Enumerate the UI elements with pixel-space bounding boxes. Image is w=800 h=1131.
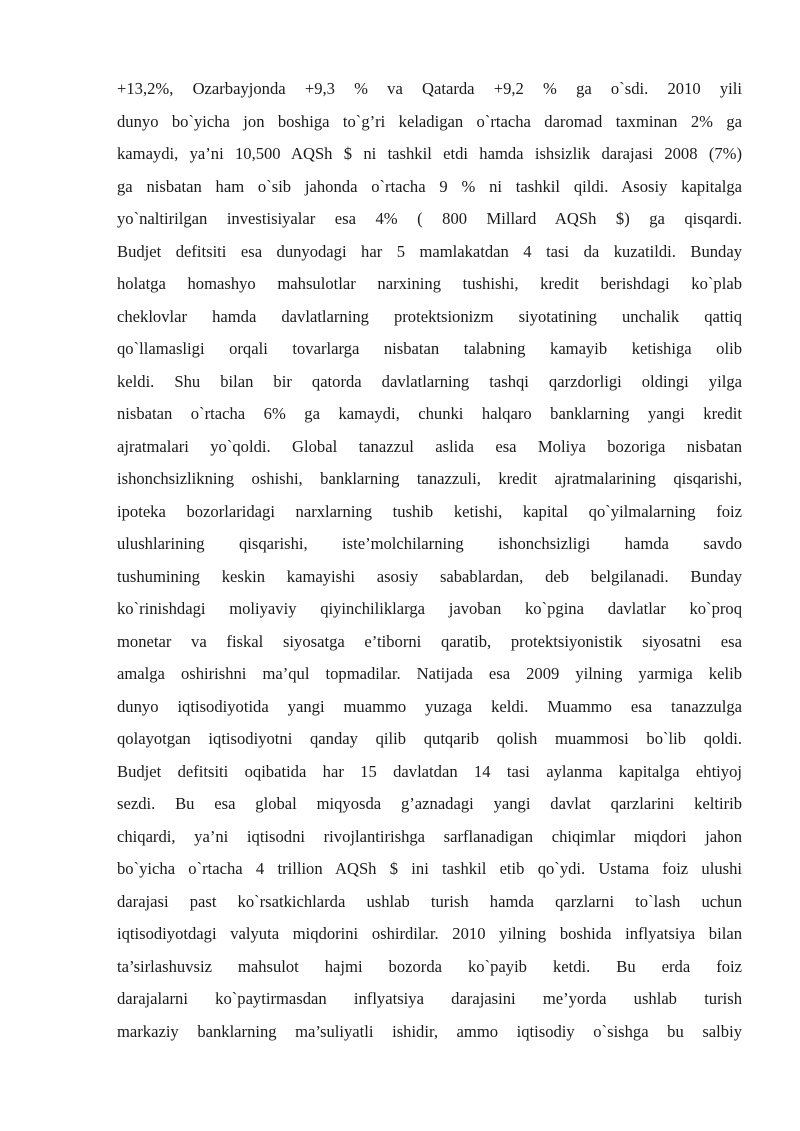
text-line: ulushlarining qisqarishi, iste’molchilarning ishonchsizligi hamda savdo <box>117 534 742 553</box>
text-line: Budjet defitsiti esa dunyodagi har 5 mamlakatdan 4 tasi da kuzatildi. Bunday <box>117 241 742 261</box>
text-line: bo`yicha o`rtacha 4 trillion AQSh $ ini tashkil etib qo`ydi. Ustama foiz ulushi <box>117 859 742 878</box>
text-line: qolayotgan iqtisodiyotni qanday qilib qutqarib qolish muammosi bo`lib qoldi. <box>117 729 742 748</box>
text-line: amalga oshirishni ma’qul topmadilar. Natijada esa 2009 yilning yarmiga kelib <box>117 664 742 683</box>
text-line: keldi. Shu bilan bir qatorda davlatlarning tashqi qarzdorligi oldingi yilga <box>117 371 742 391</box>
text-line: nisbatan o`rtacha 6% ga kamaydi, chunki halqaro banklarning yangi kredit <box>117 404 742 423</box>
text-line: ishonchsizlikning oshishi, banklarning tanazzuli, kredit ajratmalarining qisqarishi, <box>117 469 742 488</box>
text-line: chiqardi, ya’ni iqtisodni rivojlantirishga sarflanadigan chiqimlar miqdori jahon <box>117 826 742 846</box>
text-line: holatga homashyo mahsulotlar narxining tushishi, kredit berishdagi ko`plab <box>117 274 742 293</box>
text-line: ta’sirlashuvsiz mahsulot hajmi bozorda ko`payib ketdi. Bu erda foiz <box>117 956 742 976</box>
text-line: ipoteka bozorlaridagi narxlarning tushib ketishi, kapital qo`yilmalarning foiz <box>117 501 742 521</box>
text-line: dunyo bo`yicha jon boshiga to`g’ri keladigan o`rtacha daromad taxminan 2% ga <box>117 111 742 131</box>
text-line: sezdi. Bu esa global miqyosda g’aznadagi yangi davlat qarzlarini keltirib <box>117 794 742 813</box>
text-line: +13,2%, Ozarbayjonda +9,3 % va Qatarda +9,2 % ga o`sdi. 2010 yili <box>117 79 742 98</box>
text-line: kamaydi, ya’ni 10,500 AQSh $ ni tashkil etdi hamda ishsizlik darajasi 2008 (7%) <box>117 144 742 163</box>
text-line: yo`naltirilgan investisiyalar esa 4% ( 800 Millard AQSh $) ga qisqardi. <box>117 209 742 228</box>
text-line: darajalarni ko`paytirmasdan inflyatsiya darajasini me’yorda ushlab turish <box>117 989 742 1008</box>
text-line: ga nisbatan ham o`sib jahonda o`rtacha 9 % ni tashkil qildi. Asosiy kapitalga <box>117 176 742 196</box>
text-line: cheklovlar hamda davlatlarning protektsionizm siyotatining unchalik qattiq <box>117 306 742 326</box>
text-line: ko`rinishdagi moliyaviy qiyinchiliklarga javoban ko`pgina davlatlar ko`proq <box>117 599 742 618</box>
text-line: qo`llamasligi orqali tovarlarga nisbatan talabning kamayib ketishiga olib <box>117 339 742 358</box>
body-text <box>117 73 742 1048</box>
text-line: dunyo iqtisodiyotida yangi muammo yuzaga keldi. Muammo esa tanazzulga <box>117 696 742 716</box>
text-line: Budjet defitsiti oqibatida har 15 davlatdan 14 tasi aylanma kapitalga ehtiyoj <box>117 761 742 781</box>
text-line: darajasi past ko`rsatkichlarda ushlab turish hamda qarzlarni to`lash uchun <box>117 891 742 911</box>
text-line: tushumining keskin kamayishi asosiy sabablardan, deb belgilanadi. Bunday <box>117 566 742 586</box>
text-line: monetar va fiskal siyosatga e’tiborni qaratib, protektsiyonistik siyosatni esa <box>117 631 742 651</box>
text-line: markaziy banklarning ma’suliyatli ishidir, ammo iqtisodiy o`sishga bu salbiy <box>117 1021 742 1041</box>
text-line: iqtisodiyotdagi valyuta miqdorini oshirdilar. 2010 yilning boshida inflyatsiya bilan <box>117 924 742 943</box>
text-line: ajratmalari yo`qoldi. Global tanazzul aslida esa Moliya bozoriga nisbatan <box>117 436 742 456</box>
